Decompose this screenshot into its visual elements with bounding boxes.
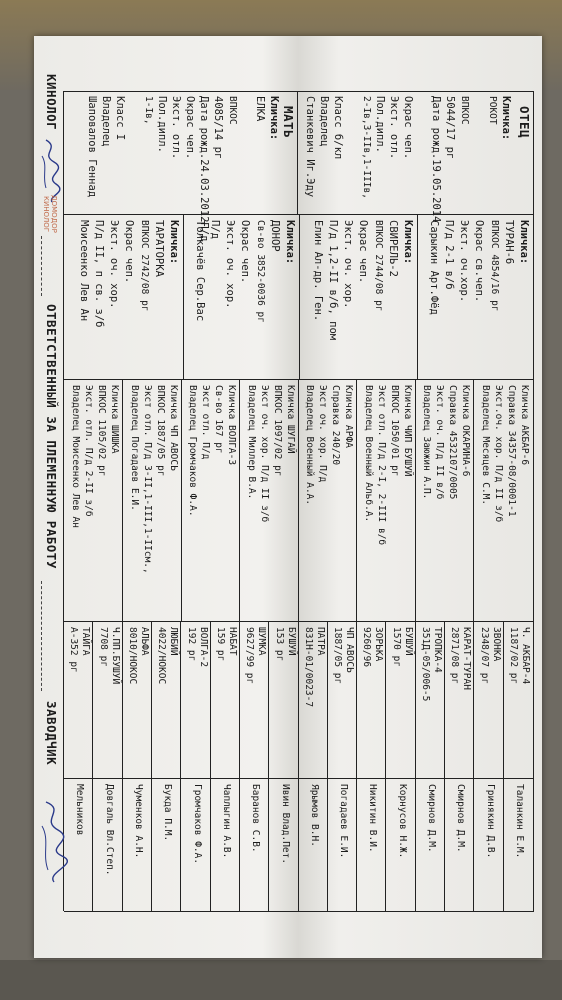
gen3-line: Справка 240/20: [330, 385, 342, 466]
gen4-divider: [180, 621, 181, 911]
gen4-name: НАБАТ: [227, 627, 238, 656]
gen4-reg: 1187/02 рг: [508, 627, 519, 685]
gen2-line: Сарыкин Арт.Фёд: [428, 220, 440, 315]
gen2-line: ТАРАТОРКА: [153, 220, 165, 277]
gen4-owner: Мельников: [74, 784, 86, 836]
gen2-line: Толкачёв Сер.Вас: [194, 220, 206, 322]
gen2-line: ВПКОС 4854/16 рг: [489, 220, 500, 312]
gen3-line: Экст отл. П/д 2-I, 2-III в/б: [376, 385, 387, 546]
gen4-divider: [239, 621, 240, 911]
gen2-line: Окрас чеп.: [357, 220, 369, 284]
gen3-line: Экст оч. хор. П/д: [317, 385, 329, 483]
gen4-owner: Погадаев Е.И.: [338, 784, 350, 859]
gen4-reg: 159 рг: [215, 627, 226, 662]
gen3-line: Экст. отл. П/д 2-II з/б: [83, 385, 95, 517]
gen3-line: Кличка ЧИП БУШУЙ: [402, 385, 413, 477]
gen4-divider: [210, 621, 211, 911]
father-line: Кличка:: [500, 96, 512, 141]
gen4-name: ЛЮБИЙ: [168, 627, 180, 656]
gen4-owner: Ярымов В.Н.: [308, 784, 320, 847]
gen4-reg: 1887/05 рг: [332, 627, 344, 685]
gen3-line: Владелец Военный А.А.: [304, 385, 316, 506]
gen4-divider: [268, 621, 269, 911]
breeder-label: ЗАВОДЧИК: [44, 701, 59, 766]
table-right-border: [64, 911, 534, 912]
gen3-line: Владелец Военный Альб.А.: [363, 385, 374, 523]
gen3-line: Кличка АКБАР-6: [519, 385, 530, 466]
gen3-line: ВПКОС 1887/05 рг: [155, 385, 166, 477]
gen3-line: ВПКОС 1105/02 рг: [96, 385, 108, 477]
gen2-line: Экст. оч. хор.: [342, 220, 354, 309]
father-line: Пол.дипл.: [374, 96, 386, 153]
gen4-name: КАРАТ-ТУРАН: [461, 627, 473, 690]
gen2-line: П/д II, п св. з/б: [93, 220, 105, 328]
father-line: ВПКОС: [459, 96, 470, 125]
mother-line: Окрас чеп.: [184, 96, 196, 160]
gen4-owner: Баранов С.В.: [250, 784, 262, 853]
mother-line: Владелец: [100, 96, 112, 147]
gen3-line: Кличка ВОЛГА-3: [226, 385, 238, 466]
mother-line: 1-Iв,: [143, 96, 154, 125]
gen4-reg: 9260/96: [361, 627, 373, 668]
gen3-line: Экст. оч. П/д II в/б: [434, 385, 446, 500]
gen2-divider: [183, 214, 184, 379]
gen4-reg: 1570 рг: [390, 627, 402, 668]
gen4-reg: 192 рг: [185, 627, 197, 662]
gen3-line: ВПКОС 1097/02 рг: [272, 385, 283, 477]
pedigree-document: [34, 36, 542, 958]
gen4-name: ТАЙГА: [80, 627, 92, 656]
gen2-line: Св-во 3852-0036 рг: [255, 220, 266, 323]
gen4-owner: Довгаль Вл.Степ.: [103, 784, 115, 876]
gen4-name: ПАТРА: [314, 627, 326, 656]
gen4-name: АЛЬФА: [139, 627, 151, 656]
column-divider-3: [64, 621, 534, 622]
gen2-divider: [417, 214, 418, 379]
father-line: Класс б/кл: [332, 96, 344, 160]
gen3-line: Владелец Месяцев С.М.: [480, 385, 491, 506]
gen4-reg: 2871/08 рг: [449, 627, 461, 685]
father-line: Владелец: [318, 96, 330, 147]
father-mother-divider: [297, 91, 298, 214]
gen2-line: ВПКОС 2744/08 рг: [373, 220, 384, 312]
father-line: Экст. отл.: [388, 96, 400, 160]
gen4-divider: [473, 621, 474, 911]
gen4-divider: [298, 621, 299, 911]
gen4-divider: [122, 621, 123, 911]
gen4-reg: 8010/НОКОС: [127, 627, 139, 685]
gen4-reg: 831Н-01/0023-7: [302, 627, 314, 708]
gen3-line: Владелец Громчаков Ф.А.: [187, 385, 199, 517]
gen4-divider: [356, 621, 357, 911]
gen4-name: ЗОРЬКА: [373, 627, 385, 662]
mother-line: Экст. отл.: [170, 96, 182, 160]
gen4-reg: 4022/НОКОС: [156, 627, 168, 685]
gen3-line: Кличка ОКАРИНА-6: [460, 385, 472, 477]
gen3-line: Владелец Погадаев Е.И.: [129, 385, 140, 511]
gen4-owner: Ивин Влад.Пет.: [279, 784, 291, 865]
gen3-divider: [415, 379, 416, 621]
gen4-owner: Смирнов Д.М.: [455, 784, 467, 853]
mother-line: Шаповалов Геннад: [86, 96, 98, 198]
gen2-line: ТУРАН-6: [503, 220, 515, 265]
father-line: РОКОТ: [487, 96, 498, 125]
gen3-line: Кличка ШИШКА: [109, 385, 121, 454]
mother-line: Класс I: [114, 96, 126, 141]
gen2-line: Кличка:: [284, 220, 296, 265]
gen2-line: ДОНОР: [269, 220, 281, 252]
gen4-name: ЧП АВОСЬ: [344, 627, 356, 673]
gen4-reg: 153 рг: [273, 627, 285, 662]
gen4-divider: [93, 621, 94, 911]
gen4-divider: [151, 621, 152, 911]
gen4-name: БУШУЙ: [402, 627, 414, 656]
father-line: 5044/17 рг: [444, 96, 456, 160]
gen4-name: БУШУЙ: [285, 627, 297, 656]
gen4-name: Ч. АКБАР-4: [520, 627, 531, 685]
gen2-line: Экст. оч.хор.: [458, 220, 470, 303]
gen3-line: Кличка ШУГАЙ: [285, 385, 296, 454]
gen4-owner: Чаплыгин А.В.: [221, 784, 232, 859]
gen4-reg: 351Д-05/006-5: [420, 627, 432, 702]
gen2-line: Кличка:: [168, 220, 180, 265]
gen2-line: Экст. оч. хор.: [108, 220, 120, 309]
gen4-name: ЗВОНКА: [490, 627, 502, 662]
gen3-line: Экст оч. хор. П/д II з/б: [259, 385, 270, 523]
gen3-line: Справка 4532107/0005: [447, 385, 459, 500]
signature-line: [41, 236, 42, 296]
gen4-name: ТРОПКА-4: [432, 627, 444, 673]
gen2-line: СВИРЕЛЬ-2: [387, 220, 399, 277]
gen2-line: Окрас чеп.: [239, 220, 251, 284]
gen4-owner: Чуменков А.Н.: [133, 784, 145, 859]
gen3-divider: [181, 379, 182, 621]
father-line: 2-Iв,3-IIв,1-IIIв,: [361, 96, 372, 199]
gen3-line: ВПКОС 1050/01 рг: [389, 385, 400, 477]
mother-line: Дата рожд.24.03.2012П/д: [198, 96, 210, 242]
father-line: Окрас чеп.: [402, 96, 414, 160]
gen2-line: ВПКОС 2742/08 рг: [139, 220, 150, 312]
gen3-divider: [298, 379, 299, 621]
gen3-divider: [357, 379, 358, 621]
gen4-divider: [444, 621, 445, 911]
gen4-reg: 2348/07 рг: [478, 627, 490, 685]
gen2-line: Окрас чеп.: [123, 220, 135, 284]
mother-line: 4085/14 рг: [212, 96, 224, 160]
gen2-line: Елин Ал-др. Ген.: [312, 220, 324, 322]
gen2-line: Окрас св.чеп.: [473, 220, 485, 303]
gen4-reg: А-352 рг: [68, 627, 80, 673]
father-section-label: ОТЕЦ: [517, 106, 532, 139]
gen4-owner: Корнусов Н.Ж.: [396, 784, 408, 859]
gen3-line: Экст отл. П/д 3-II,1-III,1-IIсм.,: [142, 385, 153, 574]
column-divider-2: [64, 379, 534, 380]
gen2-line: П/д 2-1 в/б: [443, 220, 455, 290]
gen3-line: Справка 34357-08/0001-1: [506, 385, 517, 517]
gen3-line: Кличка ЧП АВОСЬ: [168, 385, 179, 471]
mother-line: ВПКОС: [227, 96, 238, 125]
gen4-owner: Букда П.М.: [162, 784, 174, 842]
gen4-divider: [327, 621, 328, 911]
responsible-signature-line: [41, 581, 42, 691]
gen3-divider: [474, 379, 475, 621]
gen4-name: ШУМКА: [256, 627, 268, 656]
gen3-line: Кличка АРФА: [343, 385, 355, 448]
gen4-owner: Гринякин Д.В.: [484, 784, 496, 859]
gen3-divider: [240, 379, 241, 621]
father-line: Дата рожд.19.05.2014: [430, 96, 442, 223]
gen4-divider: [415, 621, 416, 911]
gen3-line: Св-во 167 рг: [213, 385, 225, 454]
gen4-name: ВОЛГА-2: [197, 627, 209, 668]
gen3-line: Экст отл. П/д: [200, 385, 212, 460]
mother-section-label: МАТЬ: [281, 106, 296, 139]
breeder-signature: [38, 796, 68, 886]
gen4-name: Ч.ПП.БУШУЙ: [109, 627, 121, 685]
gen4-owner: Громчаков Ф.А.: [191, 784, 203, 865]
gen3-line: Владелец Моисеенко Лев Ан: [70, 385, 82, 528]
table-left-border: [64, 91, 534, 92]
gen3-line: Владелец Миллер В.А.: [246, 385, 257, 500]
gen2-line: Кличка:: [402, 220, 414, 265]
responsible-label: ОТВЕТСТВЕННЫЙ ЗА ПЛЕМЕННУЮ РАБОТУ: [44, 304, 59, 569]
background-bottom: [0, 960, 562, 1000]
gen4-reg: 7708 рг: [97, 627, 109, 668]
gen2-line: Моисеенко Лев Ан: [78, 220, 90, 322]
gen4-owner: Таланкин Е.М.: [514, 784, 525, 859]
cynologist-label: КИНОЛОГ: [44, 74, 59, 131]
gen3-divider: [123, 379, 124, 621]
mother-line: Кличка:: [268, 96, 280, 141]
column-divider-4: [64, 778, 534, 779]
gen4-divider: [386, 621, 387, 911]
gen2-divider: [299, 214, 300, 379]
gen4-divider: [503, 621, 504, 911]
gen2-line: Экст. оч. хор.: [224, 220, 236, 309]
gen3-line: Экст.оч. хор. П/д II з/б: [493, 385, 504, 523]
gen4-owner: Смирнов Д.М.: [426, 784, 438, 853]
mother-line: ЕЛКА: [254, 96, 266, 122]
father-line: Станкевич Иг.Эду: [304, 96, 316, 198]
pedigree-table: [34, 36, 542, 958]
gen2-line: П/д: [209, 220, 221, 239]
gen2-line: Кличка:: [518, 220, 530, 265]
gen2-line: П/д 1,2-II в/б, пом: [327, 220, 339, 341]
kennel-logo: ДОМОДОР КИНОЛОГ: [42, 195, 58, 233]
gen4-owner: Никитин В.И.: [367, 784, 379, 853]
mother-line: Пол.дипл.: [156, 96, 168, 153]
gen4-reg: 9627/99 рг: [244, 627, 256, 685]
gen3-line: Владелец Заюжин А.П.: [421, 385, 433, 500]
